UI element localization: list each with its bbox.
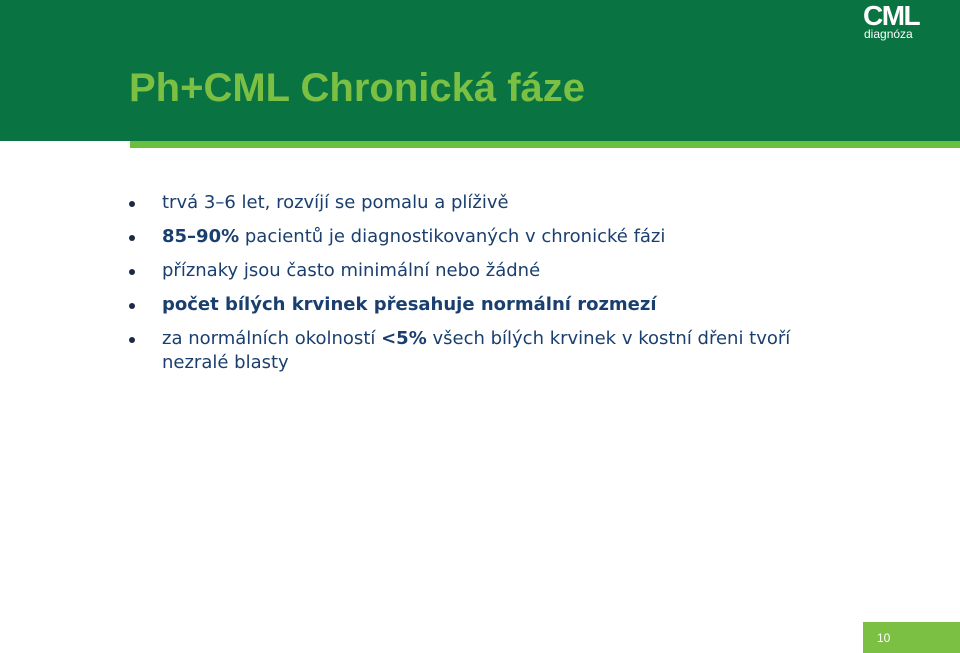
bullet-item-symptoms <box>127 259 827 283</box>
bullet-text: všech bílých krvinek v kostní dřeni tvoří nezralé blasty <box>162 328 791 373</box>
page-number-badge <box>863 622 960 653</box>
bullet-list <box>127 191 827 385</box>
cml-diagnoza-logo <box>863 2 923 42</box>
bullet-item-duration <box>127 191 827 215</box>
slide-title: Ph+CML Chronická fáze <box>129 66 586 110</box>
logo-main-text: CML <box>863 0 920 31</box>
bullet-text: trvá 3–6 let, rozvíjí se pomalu a plíživě <box>162 192 509 213</box>
bullet-dot-icon <box>129 235 135 241</box>
bullet-dot-icon <box>129 303 135 309</box>
bullet-dot-icon <box>129 201 135 207</box>
bullet-bold-text: 85–90% <box>162 226 240 247</box>
logo-sub-text: diagnóza <box>864 27 913 41</box>
bullet-dot-icon <box>129 269 135 275</box>
bullet-bold-text: <5% <box>381 328 427 349</box>
bullet-item-blasts <box>127 327 827 375</box>
bullet-text: pacientů je diagnostikovaných v chronické fázi <box>239 226 666 247</box>
bullet-text: za normálních okolností <box>162 328 382 349</box>
bullet-bold-text: počet bílých krvinek přesahuje normální rozmezí <box>162 294 657 315</box>
accent-line <box>130 141 960 148</box>
page-number: 10 <box>877 631 891 645</box>
bullet-item-percentage <box>127 225 827 249</box>
bullet-dot-icon <box>129 337 135 343</box>
bullet-item-white-cells <box>127 293 827 317</box>
bullet-text: příznaky jsou často minimální nebo žádné <box>162 260 541 281</box>
